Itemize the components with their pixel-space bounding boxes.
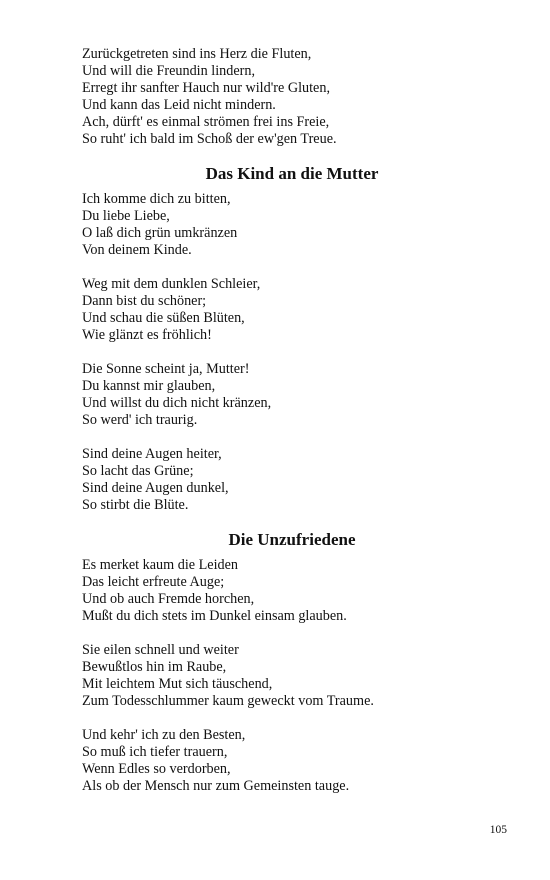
poem-das-kind-an-die-mutter: [82, 163, 502, 514]
verse-line: Von deinem Kinde.: [82, 242, 192, 258]
poem-continuation: [82, 46, 502, 148]
poem-title: Das Kind an die Mutter: [205, 164, 379, 183]
stanza: [82, 191, 502, 259]
verse-line: So muß ich tiefer trauern,: [82, 744, 228, 760]
verse-line: Das leicht erfreute Auge;: [82, 574, 225, 590]
verse-line: So lacht das Grüne;: [82, 463, 194, 479]
stanza: [82, 276, 502, 344]
stanza: [82, 727, 502, 795]
verse-line: Wenn Edles so verdorben,: [82, 761, 231, 777]
page-number: 105: [489, 824, 507, 836]
verse-line: Erregt ihr sanfter Hauch nur wild're Gluten,: [82, 80, 330, 96]
verse-line: Und will die Freundin lindern,: [82, 63, 255, 79]
stanza: [82, 46, 502, 148]
verse-line: Sind deine Augen heiter,: [82, 446, 222, 462]
verse-line: Wie glänzt es fröhlich!: [82, 327, 212, 343]
verse-line: Zum Todesschlummer kaum geweckt vom Traume.: [82, 693, 374, 709]
verse-line: So werd' ich traurig.: [82, 412, 198, 428]
verse-line: Mit leichtem Mut sich täuschend,: [82, 676, 273, 692]
verse-line: So ruht' ich bald im Schoß der ew'gen Treue.: [82, 131, 337, 147]
verse-line: Sie eilen schnell und weiter: [82, 642, 239, 658]
verse-line: Als ob der Mensch nur zum Gemeinsten tauge.: [82, 778, 350, 794]
stanza: [82, 361, 502, 429]
verse-line: Sind deine Augen dunkel,: [82, 480, 229, 496]
verse-line: Bewußtlos hin im Raube,: [82, 659, 227, 675]
verse-line: Und willst du dich nicht kränzen,: [82, 395, 272, 411]
poem-title: Die Unzufriedene: [228, 530, 356, 549]
stanza: [82, 446, 502, 514]
verse-line: Die Sonne scheint ja, Mutter!: [82, 361, 250, 377]
verse-line: Und kann das Leid nicht mindern.: [82, 97, 276, 113]
verse-line: Es merket kaum die Leiden: [82, 557, 239, 573]
verse-line: Weg mit dem dunklen Schleier,: [82, 276, 261, 292]
verse-line: Ach, dürft' es einmal strömen frei ins Freie,: [82, 114, 330, 130]
verse-line: Du kannst mir glauben,: [82, 378, 216, 394]
poem-text-block: [82, 46, 502, 795]
verse-line: So stirbt die Blüte.: [82, 497, 189, 513]
stanza: [82, 557, 502, 625]
verse-line: Und kehr' ich zu den Besten,: [82, 727, 246, 743]
verse-line: Zurückgetreten sind ins Herz die Fluten,: [82, 46, 312, 62]
verse-line: Mußt du dich stets im Dunkel einsam glauben.: [82, 608, 347, 624]
verse-line: Und ob auch Fremde horchen,: [82, 591, 255, 607]
verse-line: Dann bist du schöner;: [82, 293, 207, 309]
poem-die-unzufriedene: [82, 529, 502, 795]
stanza: [82, 642, 502, 710]
verse-line: Und schau die süßen Blüten,: [82, 310, 245, 326]
verse-line: O laß dich grün umkränzen: [82, 225, 238, 241]
verse-line: Du liebe Liebe,: [82, 208, 170, 224]
verse-line: Ich komme dich zu bitten,: [82, 191, 231, 207]
